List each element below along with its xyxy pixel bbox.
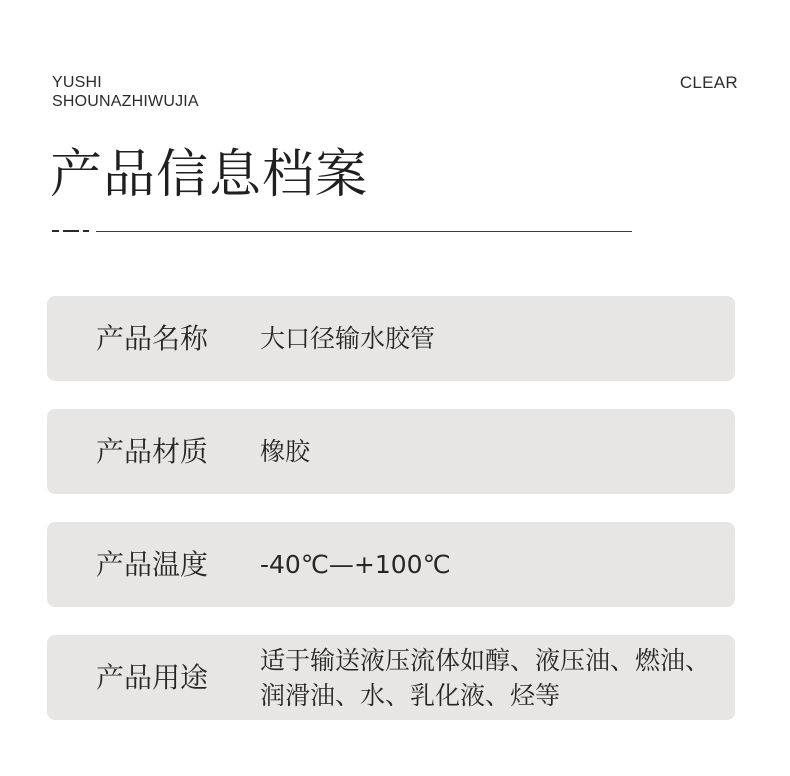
info-row-temperature — [47, 522, 735, 607]
divider-dash-2 — [63, 230, 79, 232]
row-label: 产品用途 — [96, 661, 209, 694]
info-row-material — [47, 409, 735, 494]
row-value-text: -40℃—+100℃ — [260, 550, 451, 579]
row-value — [260, 296, 730, 381]
divider-line — [96, 231, 632, 232]
row-value-text: 橡胶 — [260, 437, 311, 466]
row-value — [260, 635, 730, 720]
info-table — [47, 296, 735, 748]
row-label: 产品温度 — [96, 548, 209, 581]
clear-label: CLEAR — [679, 73, 738, 92]
page-title: 产品信息档案 — [50, 145, 369, 205]
divider-dash-1 — [52, 230, 59, 232]
info-row-name — [47, 296, 735, 381]
row-value — [260, 522, 730, 607]
brand-line-2: SHOUNAZHIWUJIA — [52, 93, 199, 110]
info-row-usage — [47, 635, 735, 720]
row-label: 产品材质 — [96, 435, 209, 468]
brand-line-1: YUSHI — [52, 74, 102, 91]
row-value-text: 大口径输水胶管 — [260, 324, 436, 353]
divider-dash-3 — [83, 230, 89, 232]
brand-wordmark — [52, 73, 199, 111]
row-value-text: 适于输送液压流体如醇、液压油、燃油、润滑油、水、乳化液、烃等 — [260, 645, 711, 710]
row-label: 产品名称 — [96, 322, 209, 355]
row-value — [260, 409, 730, 494]
